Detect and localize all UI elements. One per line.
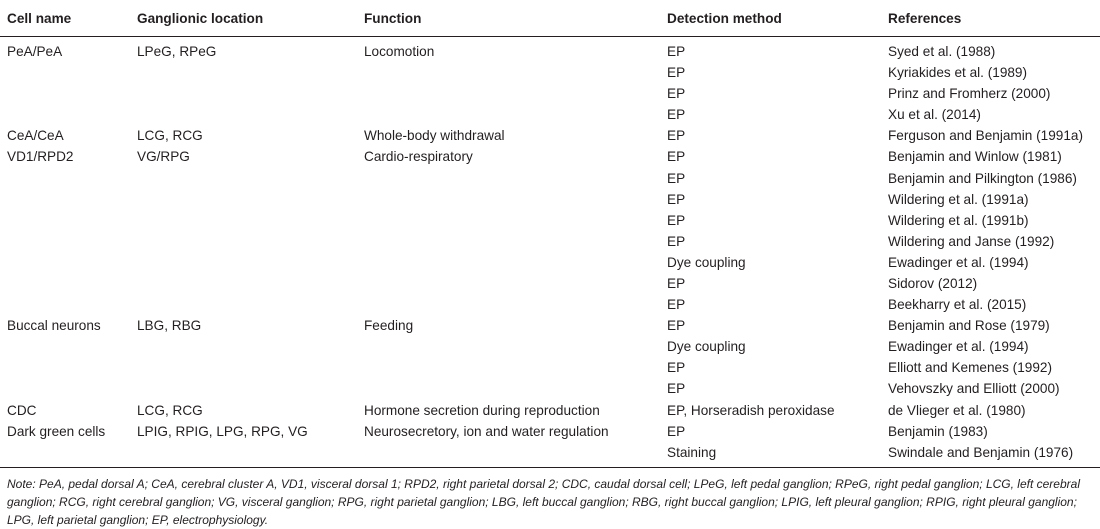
cell-function: Feeding xyxy=(364,318,414,334)
table-row xyxy=(0,421,1100,442)
cell-ganglionic-location: LCG, RCG xyxy=(137,402,203,418)
cell-cell-name xyxy=(0,294,130,315)
cell-detection-method: EP xyxy=(667,44,686,59)
cell-cell-name xyxy=(0,210,130,231)
cell-ganglionic-location: LBG, RBG xyxy=(137,318,202,334)
table-row xyxy=(0,189,1100,210)
table-body xyxy=(0,37,1100,468)
cell-reference: Benjamin (1983) xyxy=(888,423,988,439)
table-row xyxy=(0,62,1100,83)
cell-detection-method: EP, Horseradish peroxidase xyxy=(667,402,835,418)
cell-cell-name: VD1/RPD2 xyxy=(7,149,74,165)
cell-ganglionic-location xyxy=(130,357,357,378)
cell-cell-name xyxy=(0,62,130,83)
cell-ganglionic-location xyxy=(130,294,357,315)
cell-detection-method: Dye coupling xyxy=(667,254,746,270)
cell-reference: Ewadinger et al. (1994) xyxy=(888,339,1029,355)
table-row xyxy=(0,294,1100,315)
cell-ganglionic-location xyxy=(130,189,357,210)
cell-detection-method: EP xyxy=(667,275,686,291)
cell-function: Whole-body withdrawal xyxy=(364,128,505,144)
cell-function: Cardio-respiratory xyxy=(364,149,473,165)
cell-cell-name: PeA/PeA xyxy=(7,44,63,59)
cell-reference: Ferguson and Benjamin (1991a) xyxy=(888,128,1083,144)
cell-detection-method: EP xyxy=(667,423,686,439)
cell-reference: Beekharry et al. (2015) xyxy=(888,297,1027,313)
cell-reference: Vehovszky and Elliott (2000) xyxy=(888,381,1060,397)
table-row xyxy=(0,146,1100,167)
cell-detection-method: EP xyxy=(667,149,686,165)
cell-cell-name xyxy=(0,273,130,294)
table-row xyxy=(0,252,1100,273)
cell-function: Neurosecretory, ion and water regulation xyxy=(364,423,609,439)
header-function: Function xyxy=(357,0,660,37)
cell-cell-name xyxy=(0,231,130,252)
cell-function xyxy=(357,378,660,399)
cell-cell-name xyxy=(0,83,130,104)
cell-ganglionic-location xyxy=(130,104,357,125)
header-references: References xyxy=(881,0,1100,37)
cell-reference: Elliott and Kemenes (1992) xyxy=(888,360,1052,376)
cell-ganglionic-location xyxy=(130,231,357,252)
cell-detection-method: EP xyxy=(667,233,686,249)
cell-function xyxy=(357,167,660,188)
cell-cell-name xyxy=(0,378,130,399)
cell-function xyxy=(357,83,660,104)
cell-ganglionic-location xyxy=(130,273,357,294)
table-row xyxy=(0,378,1100,399)
cell-cell-name xyxy=(0,252,130,273)
cell-reference: Benjamin and Pilkington (1986) xyxy=(888,170,1077,186)
cell-detection-method: EP xyxy=(667,297,686,313)
cell-function xyxy=(357,273,660,294)
cell-detection-method: EP xyxy=(667,170,686,186)
cell-reference: Prinz and Fromherz (2000) xyxy=(888,86,1051,102)
cell-cell-name xyxy=(0,336,130,357)
table-row xyxy=(0,125,1100,146)
cell-function xyxy=(357,442,660,468)
cell-reference: Xu et al. (2014) xyxy=(888,107,981,123)
cell-detection-method: EP xyxy=(667,381,686,397)
cell-ganglionic-location: VG/RPG xyxy=(137,149,190,165)
table-row xyxy=(0,167,1100,188)
cell-ganglionic-location xyxy=(130,378,357,399)
cell-ganglionic-location xyxy=(130,210,357,231)
table-note: Note: PeA, pedal dorsal A; CeA, cerebral cluster A, VD1, visceral dorsal 1; RPD2, right parietal dorsal 2; CDC, caudal dorsal cell; LPeG, left pedal ganglion; RPeG, right pedal ganglion; LCG, left cerebral ganglion; RCG, right cerebral ganglion; VG, visceral ganglion; RPG, right parietal ganglion; LBG, left buccal ganglion; RBG, right buccal ganglion; LPIG, left pleural ganglion; RPIG, right pleural ganglion; LPG, left parietal ganglion; EP, electrophysiology. xyxy=(7,477,1080,527)
cell-detection-method: EP xyxy=(667,86,686,102)
cell-ganglionic-location: LCG, RCG xyxy=(137,128,203,144)
cell-ganglionic-location xyxy=(130,252,357,273)
cell-cell-name: Dark green cells xyxy=(7,423,106,439)
cell-reference: Ewadinger et al. (1994) xyxy=(888,254,1029,270)
cell-function xyxy=(357,294,660,315)
cell-ganglionic-location xyxy=(130,167,357,188)
table-row xyxy=(0,210,1100,231)
cell-ganglionic-location: LPeG, RPeG xyxy=(137,44,217,59)
table-row xyxy=(0,273,1100,294)
cell-reference: de Vlieger et al. (1980) xyxy=(888,402,1026,418)
table-row xyxy=(0,37,1100,63)
cell-cell-name: CDC xyxy=(7,402,37,418)
table-row xyxy=(0,231,1100,252)
cell-detection-method: Staining xyxy=(667,444,717,460)
cell-reference: Wildering et al. (1991a) xyxy=(888,191,1029,207)
table-header-row xyxy=(0,0,1100,37)
cell-function xyxy=(357,231,660,252)
cell-ganglionic-location xyxy=(130,336,357,357)
cell-cell-name xyxy=(0,104,130,125)
cell-reference: Wildering and Janse (1992) xyxy=(888,233,1055,249)
table-row xyxy=(0,104,1100,125)
cell-reference: Benjamin and Rose (1979) xyxy=(888,318,1050,334)
cell-detection-method: EP xyxy=(667,191,686,207)
cell-function xyxy=(357,357,660,378)
cell-cell-name xyxy=(0,442,130,468)
cell-reference: Benjamin and Winlow (1981) xyxy=(888,149,1062,165)
cell-ganglionic-location xyxy=(130,83,357,104)
header-cell-name: Cell name xyxy=(0,0,130,37)
cell-detection-method: EP xyxy=(667,128,686,144)
cell-cell-name xyxy=(0,167,130,188)
cell-cell-name xyxy=(0,189,130,210)
cell-cell-name xyxy=(0,357,130,378)
cell-detection-method: EP xyxy=(667,107,686,123)
cell-ganglionic-location: LPIG, RPIG, LPG, RPG, VG xyxy=(137,423,308,439)
cell-reference: Kyriakides et al. (1989) xyxy=(888,65,1028,81)
cell-cell-name: CeA/CeA xyxy=(7,128,64,144)
cell-function xyxy=(357,210,660,231)
table-row xyxy=(0,315,1100,336)
table-row xyxy=(0,357,1100,378)
cell-reference: Syed et al. (1988) xyxy=(888,44,996,59)
table-row xyxy=(0,336,1100,357)
cell-function xyxy=(357,62,660,83)
cell-detection-method: EP xyxy=(667,360,686,376)
cell-detection-method: EP xyxy=(667,318,686,334)
cell-function: Hormone secretion during reproduction xyxy=(364,402,600,418)
header-detection-method: Detection method xyxy=(660,0,881,37)
cell-detection-method: EP xyxy=(667,65,686,81)
cell-reference: Swindale and Benjamin (1976) xyxy=(888,444,1074,460)
cell-detection-method: EP xyxy=(667,212,686,228)
cell-function xyxy=(357,336,660,357)
cell-function: Locomotion xyxy=(364,44,435,59)
cell-cell-name: Buccal neurons xyxy=(7,318,101,334)
cell-function xyxy=(357,252,660,273)
cell-ganglionic-location xyxy=(130,442,357,468)
table-row xyxy=(0,442,1100,468)
cell-detection-method: Dye coupling xyxy=(667,339,746,355)
cell-function xyxy=(357,104,660,125)
header-ganglionic-location: Ganglionic location xyxy=(130,0,357,37)
cell-reference: Wildering et al. (1991b) xyxy=(888,212,1029,228)
table-row xyxy=(0,400,1100,421)
cell-reference: Sidorov (2012) xyxy=(888,275,978,291)
table-row xyxy=(0,83,1100,104)
cell-function xyxy=(357,189,660,210)
cell-ganglionic-location xyxy=(130,62,357,83)
